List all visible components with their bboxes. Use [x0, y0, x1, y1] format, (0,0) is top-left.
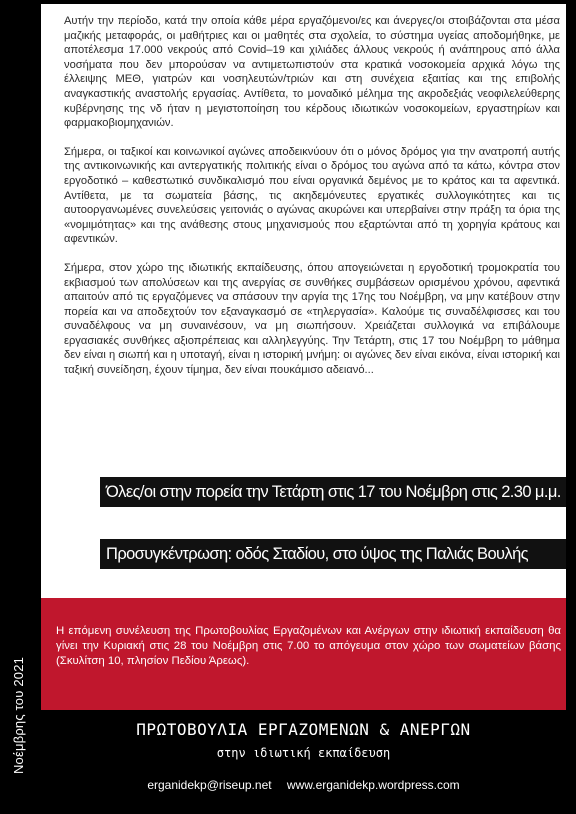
email-address[interactable]: erganidekp@riseup.net: [147, 778, 272, 792]
march-banner: [100, 477, 566, 507]
main-text: [64, 6, 560, 392]
gathering-banner: [100, 539, 566, 569]
date-label: Νοέμβρης του 2021: [11, 656, 27, 774]
march-banner-text: Όλες/οι στην πορεία την Τετάρτη στις 17 του Νοέμβρη στις 2.30 μ.μ.: [106, 482, 561, 501]
right-frame-bar: [566, 0, 576, 814]
organization-footer: [41, 710, 566, 814]
date-label-container: [4, 640, 34, 790]
website-link[interactable]: www.erganidekp.wordpress.com: [286, 778, 460, 792]
paragraph-intro: Αυτήν την περίοδο, κατά την οποία κάθε μέρα εργαζόμενοι/ες και άνεργες/οι στοιβάζονται στα μέσα μαζικής μεταφοράς, οι μαθήτριες και οι μαθητές στα σχολεία, το σύστημα υγείας αποδομήθηκε, με αποτέλεσμα 17.000 νεκρούς από Covid–19 και χιλιάδες άλλους νεκρούς ή ανάπηρους από άλλα νοσήματα που δεν μπορούσαν να αντιμετωπιστούν στα κρατικά νοσοκομεία αρχικά λόγω της έλλειψης ΜΕΘ, γιατρών και νοσηλευτών/τριών και στη συνέχεια εξαιτίας και της επιβολής αναγκαστικής αναστολής εργασίας. Αντίθετα, το μοναδικό μέλημα της ακροδεξιάς νεοφιλελεύθερης κυβέρνησης της νδ ήταν η μεγιστοποίηση του κέρδους ιδιωτικών νοσοκομείων, εργαστηρίων και φαρμακοβιομηχανιών.: [64, 15, 560, 130]
contact-line: [41, 778, 566, 792]
paragraph-private-education: Σήμερα, στον χώρο της ιδιωτικής εκπαίδευσης, όπου απογειώνεται η εργοδοτική τρομοκρατία του εκβιασμού των απολύσεων και της ανεργίας σε συνθήκες συμβάσεων ορισμένου χρόνου, αφεντικά απαιτούν από τις εργαζόμενες να σπάσουν την αργία της 17ης του Νοέμβρη, να μην κατέβουν στην πορεία και να αποδεχτούν τον εξαναγκασμό σε «τηλεργασία». Καλούμε τις συναδέλφισσες και του συναδέλφους να μη συναινέσουν, να μη σιωπήσουν. Χρειάζεται συλλογικά να επιβάλουμε εργασιακές συνθήκες αξιοπρέπειας και αλληλεγγύης. Την Τετάρτη, στις 17 του Νοέμβρη το μάθημα δεν είναι η σιωπή και η υποταγή, είναι η ιστορική μνήμη: οι αγώνες δεν είναι εικόνα, είναι ιστορική και ταξική συνείδηση, έχουν τίμημα, δεν είναι πουκάμισο αδειανό...: [64, 261, 560, 377]
organization-subtitle: στην ιδιωτική εκπαίδευση: [216, 746, 391, 760]
organization-title: ΠΡΩΤΟΒΟΥΛΙΑ ΕΡΓΑΖΟΜΕΝΩΝ & ΑΝΕΡΓΩΝ: [136, 720, 471, 739]
top-frame-bar: [0, 0, 576, 4]
assembly-notice-text: Η επόμενη συνέλευση της Πρωτοβουλίας Εργαζομένων και Ανέργων στην ιδιωτική εκπαίδευση θα γίνει την Κυριακή στις 28 του Νοέμβρη στις 7.00 το απόγευμα στον χώρο των σωματείων βάσης (Σκυλίτση 10, πλησίον Πεδίου Άρεως).: [56, 625, 561, 667]
paragraph-struggles: Σήμερα, οι ταξικοί και κοινωνικοί αγώνες αποδεικνύουν ότι ο μόνος δρόμος για την ανατροπή αυτής της αντικοινωνικής και αντεργατικής πολιτικής είναι ο δρόμος του αγώνα από τα κάτω, κόντρα στον εργοδοτικό – καθεστωτικό συνδικαλισμό που είναι οργανικά δεμένος με το κράτος και τα αφεντικά. Αντίθετα, με τα σωματεία βάσης, τις ακηδεμόνευτες εργατικές συλλογικότητες και τις αυτοοργανωμένες συνελεύσεις γειτονιάς ο αγώνας ακυρώνει και υπερβαίνει στην πράξη τα όρια της «νομιμότητας» και της ανάθεσης στους μηχανισμούς που εξαρτώνται από τη χορηγία κράτους και αφεντικών.: [64, 145, 560, 246]
gathering-banner-text: Προσυγκέντρωση: οδός Σταδίου, στο ύψος της Παλιάς Βουλής: [106, 544, 529, 563]
